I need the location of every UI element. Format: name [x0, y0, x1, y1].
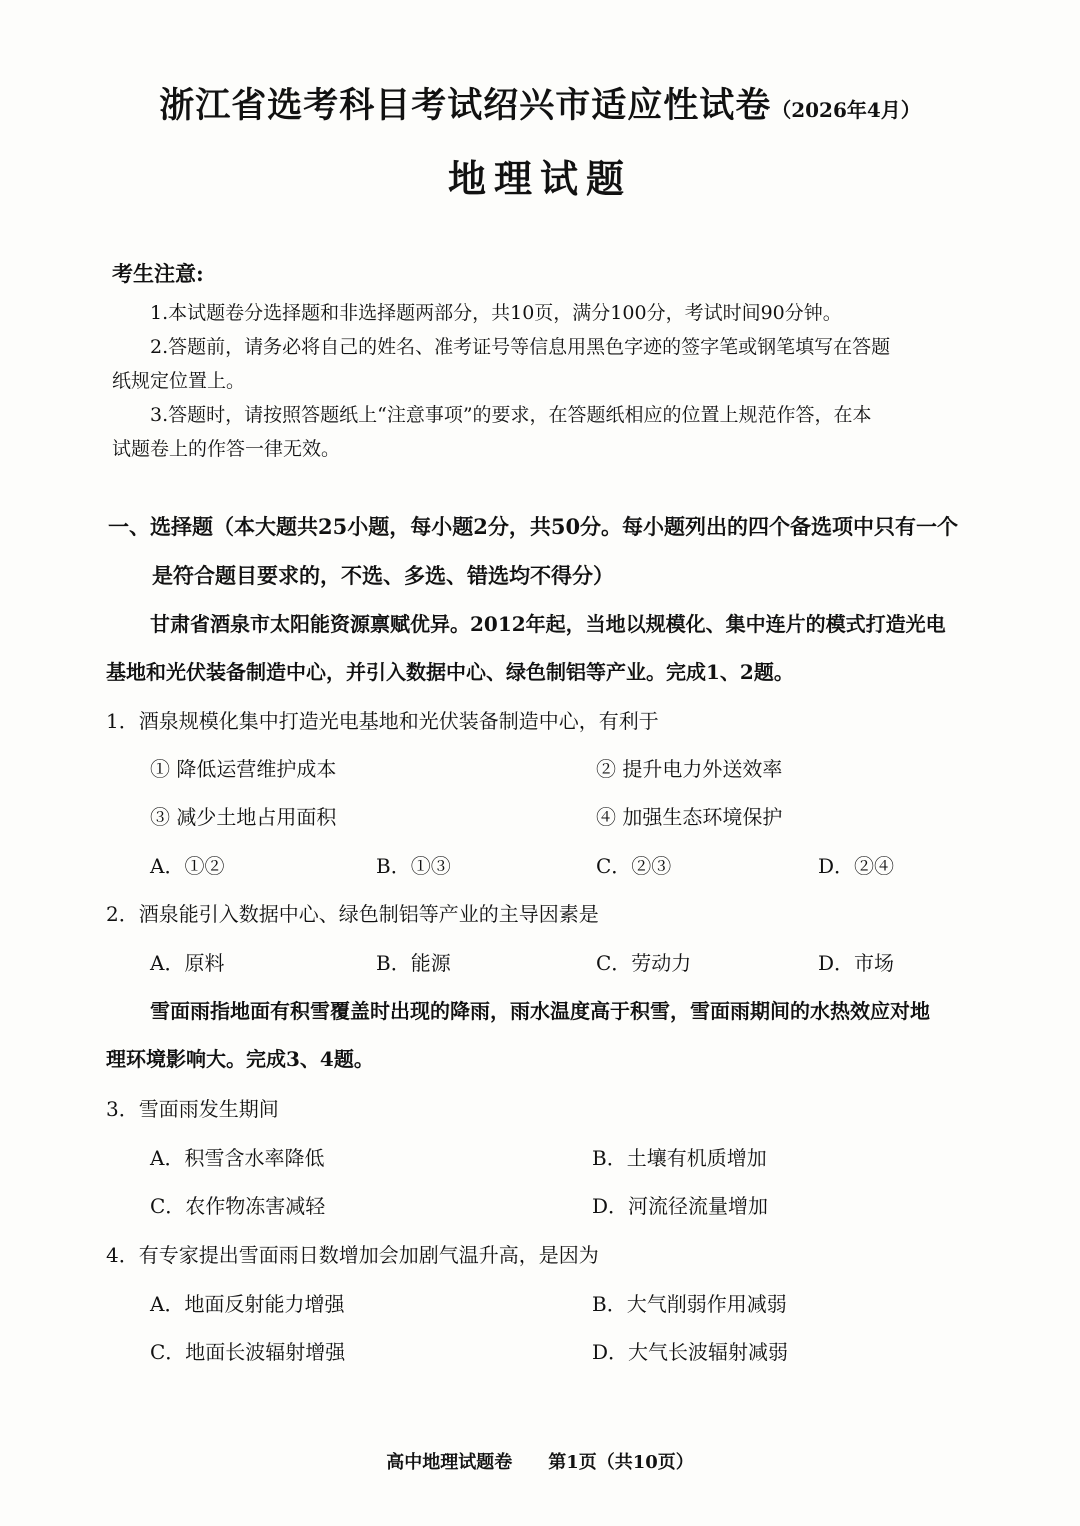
question-4-option-c: C．地面长波辐射增强 — [150, 1340, 346, 1364]
passage-2-line-2: 理环境影响大。完成3、4题。 — [106, 1047, 374, 1071]
question-1-option-b: B．①③ — [376, 854, 451, 878]
question-4-option-b: B．大气削弱作用减弱 — [592, 1292, 787, 1316]
subject-title: 地理试题 — [447, 156, 632, 201]
notice-item-2-line-2: 纸规定位置上。 — [112, 370, 246, 392]
question-1-stem: 1．酒泉规模化集中打造光电基地和光伏装备制造中心，有利于 — [106, 709, 659, 733]
question-1-statement-4: ④ 加强生态环境保护 — [596, 805, 783, 829]
question-1-option-d: D．②④ — [818, 854, 895, 878]
question-3-stem: 3．雪面雨发生期间 — [106, 1097, 279, 1121]
page-footer — [0, 1448, 1080, 1474]
section-heading-line-2: 是符合题目要求的，不选、多选、错选均不得分） — [152, 563, 614, 588]
question-1-statement-3: ③ 减少土地占用面积 — [150, 805, 337, 829]
question-4-stem: 4．有专家提出雪面雨日数增加会加剧气温升高，是因为 — [106, 1243, 599, 1267]
passage-1-line-1: 甘肃省酒泉市太阳能资源禀赋优异。2012年起，当地以规模化、集中连片的模式打造光电 — [150, 612, 946, 636]
notice-item-2-line-1: 2.答题前，请务必将自己的姓名、准考证号等信息用黑色字迹的签字笔或钢笔填写在答题 — [150, 336, 891, 358]
question-3-option-d: D．河流径流量增加 — [592, 1194, 769, 1218]
notice-item-3-line-2: 试题卷上的作答一律无效。 — [112, 438, 341, 460]
passage-2-line-1: 雪面雨指地面有积雪覆盖时出现的降雨，雨水温度高于积雪，雪面雨期间的水热效应对地 — [150, 999, 930, 1023]
question-2-stem: 2．酒泉能引入数据中心、绿色制铝等产业的主导因素是 — [106, 902, 599, 926]
question-4-option-d: D．大气长波辐射减弱 — [592, 1340, 789, 1364]
question-3-option-c: C．农作物冻害减轻 — [150, 1194, 326, 1218]
footer-paper-name: 高中地理试题卷 — [386, 1452, 513, 1473]
exam-date: （2026年4月） — [771, 98, 921, 122]
question-1-statement-2: ② 提升电力外送效率 — [596, 757, 783, 781]
question-2-option-b: B．能源 — [376, 951, 451, 975]
question-3-option-b: B．土壤有机质增加 — [592, 1146, 767, 1170]
exam-title-text: 浙江省选考科目考试绍兴市适应性试卷 — [159, 85, 772, 126]
notice-heading: 考生注意: — [112, 261, 204, 286]
question-1-option-a: A．①② — [150, 854, 225, 878]
footer-page-number: 第1页（共10页） — [548, 1452, 694, 1473]
exam-title — [0, 78, 1080, 128]
question-1-statement-1: ① 降低运营维护成本 — [150, 757, 337, 781]
question-2-option-c: C．劳动力 — [596, 951, 692, 975]
question-4-option-a: A．地面反射能力增强 — [150, 1292, 345, 1316]
question-1-option-c: C．②③ — [596, 854, 672, 878]
notice-item-3-line-1: 3.答题时，请按照答题纸上“注意事项”的要求，在答题纸相应的位置上规范作答，在本 — [150, 404, 872, 426]
question-2-option-d: D．市场 — [818, 951, 895, 975]
passage-1-line-2: 基地和光伏装备制造中心，并引入数据中心、绿色制铝等产业。完成1、2题。 — [106, 660, 794, 684]
section-heading-line-1: 一、选择题（本大题共25小题，每小题2分，共50分。每小题列出的四个备选项中只有一个 — [108, 514, 959, 539]
notice-item-1: 1.本试题卷分选择题和非选择题两部分，共10页，满分100分，考试时间90分钟。 — [150, 302, 842, 324]
question-2-option-a: A．原料 — [150, 951, 225, 975]
question-3-option-a: A．积雪含水率降低 — [150, 1146, 325, 1170]
